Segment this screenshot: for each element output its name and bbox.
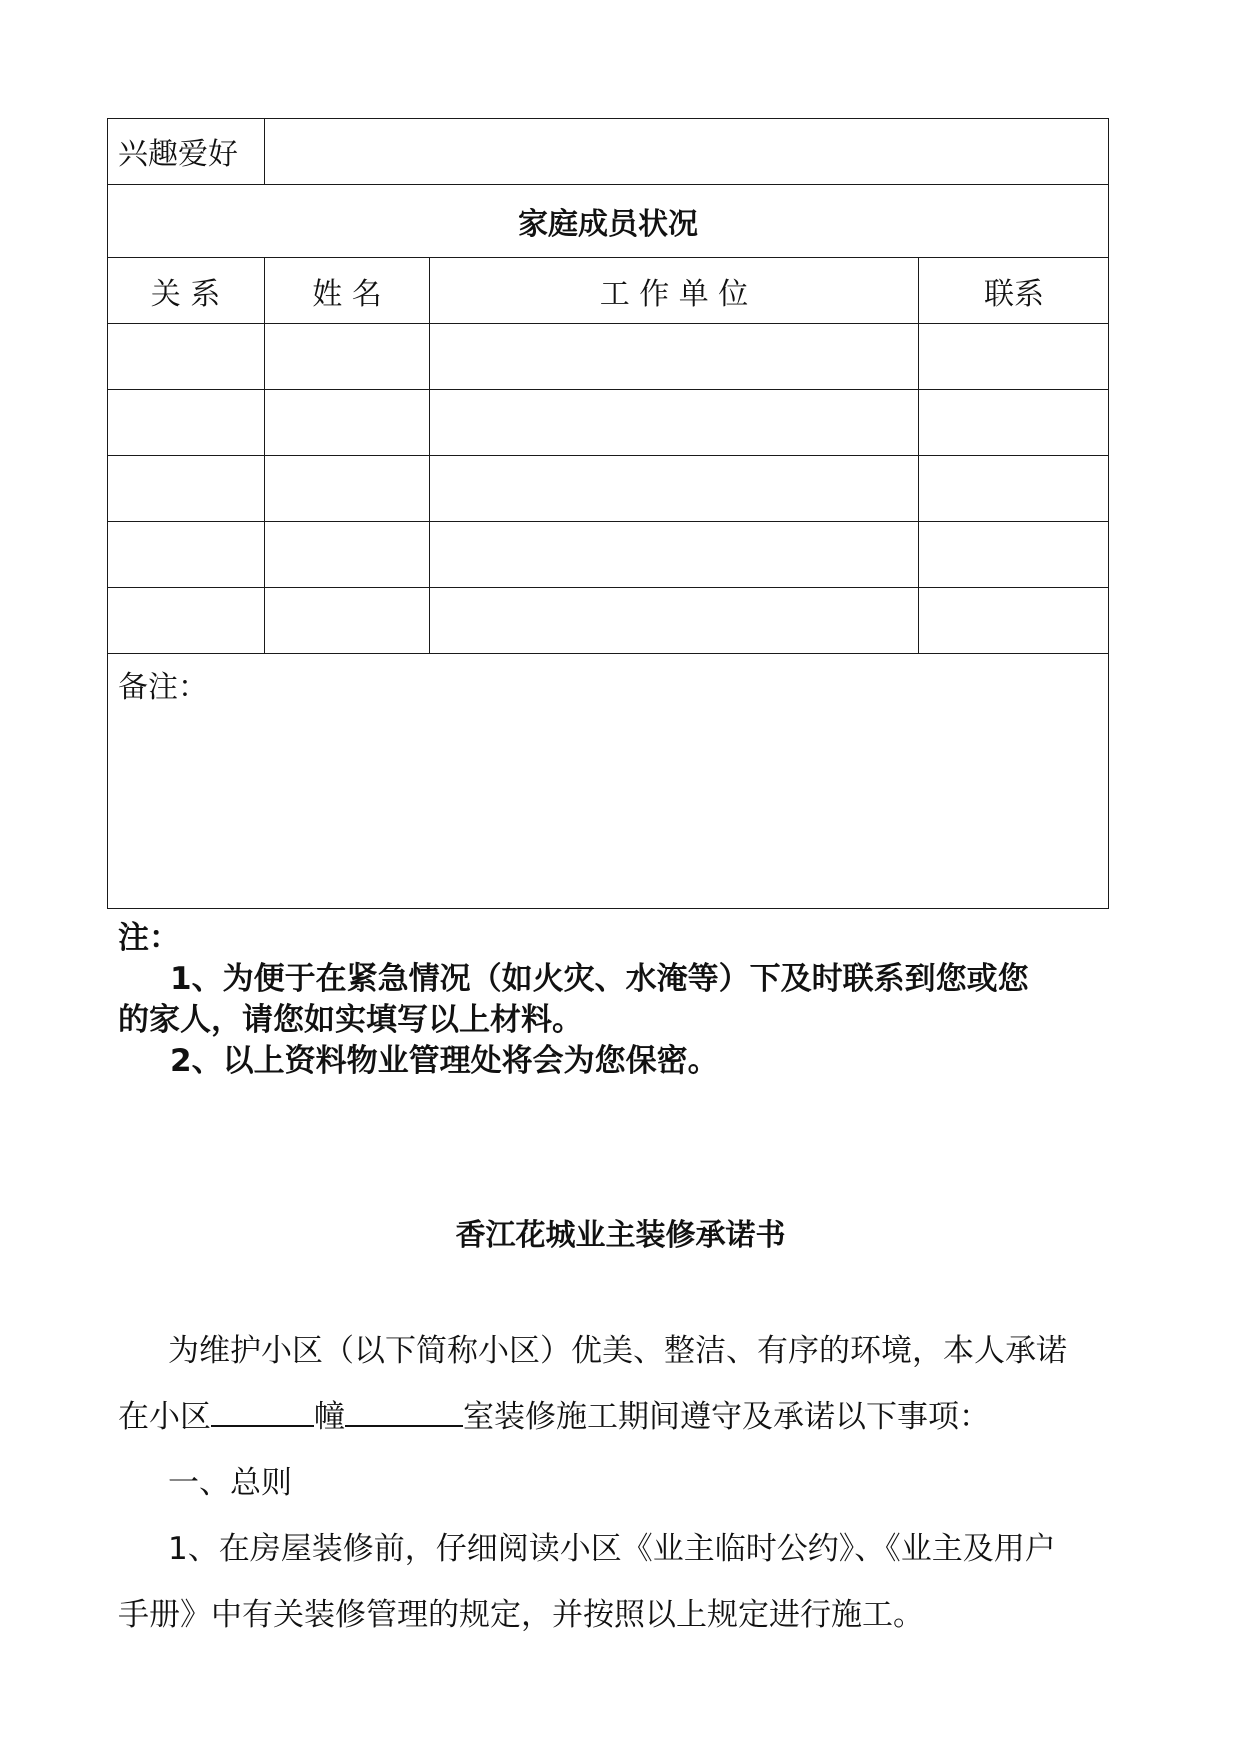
- form-notes: [118, 918, 1118, 1082]
- remarks-label: 备注：: [118, 670, 208, 705]
- family-info-form: [107, 118, 1109, 909]
- hobby-value-cell[interactable]: [265, 119, 1108, 184]
- column-header-contact: 联系: [984, 276, 1044, 312]
- intro-text-a: 在小区: [118, 1399, 211, 1435]
- table-border: [107, 908, 1109, 909]
- table-row[interactable]: [108, 522, 1108, 587]
- column-header-relation: 关 系: [150, 276, 221, 312]
- note-item-1-line-1: 1、为便于在紧急情况（如火灾、水淹等）下及时联系到您或您: [170, 961, 1029, 997]
- table-border: [107, 653, 1109, 654]
- note-item-1-line-2: 的家人，请您如实填写以上材料。: [118, 1002, 583, 1038]
- room-number-blank[interactable]: [345, 1395, 463, 1427]
- section-general: 一、总则: [168, 1465, 292, 1501]
- note-item-2: 2、以上资料物业管理处将会为您保密。: [170, 1043, 719, 1079]
- table-row[interactable]: [108, 324, 1108, 389]
- column-header-name: 姓 名: [312, 276, 382, 312]
- table-row[interactable]: [108, 456, 1108, 521]
- hobby-label: 兴趣爱好: [118, 137, 238, 172]
- pledge-intro-line-1: 为维护小区（以下简称小区）优美、整洁、有序的环境，本人承诺: [168, 1333, 1067, 1369]
- pledge-intro-line-2: [118, 1384, 1128, 1450]
- intro-text-c: 室装修施工期间遵守及承诺以下事项：: [463, 1399, 990, 1435]
- building-number-blank[interactable]: [211, 1395, 314, 1427]
- family-section-title: 家庭成员状况: [518, 207, 698, 242]
- pledge-body: [118, 1318, 1128, 1648]
- column-header-employer: 工 作 单 位: [599, 276, 749, 312]
- table-row[interactable]: [108, 588, 1108, 653]
- clause-1-line-2: 手册》中有关装修管理的规定，并按照以上规定进行施工。: [118, 1597, 924, 1633]
- table-row[interactable]: [108, 390, 1108, 455]
- remarks-field[interactable]: [108, 714, 1108, 907]
- notes-heading: 注：: [118, 920, 180, 956]
- pledge-title: 香江花城业主装修承诺书: [455, 1218, 786, 1253]
- intro-text-b: 幢: [314, 1399, 345, 1435]
- clause-1-line-1: 1、在房屋装修前，仔细阅读小区《业主临时公约》、《业主及用户: [168, 1531, 1056, 1567]
